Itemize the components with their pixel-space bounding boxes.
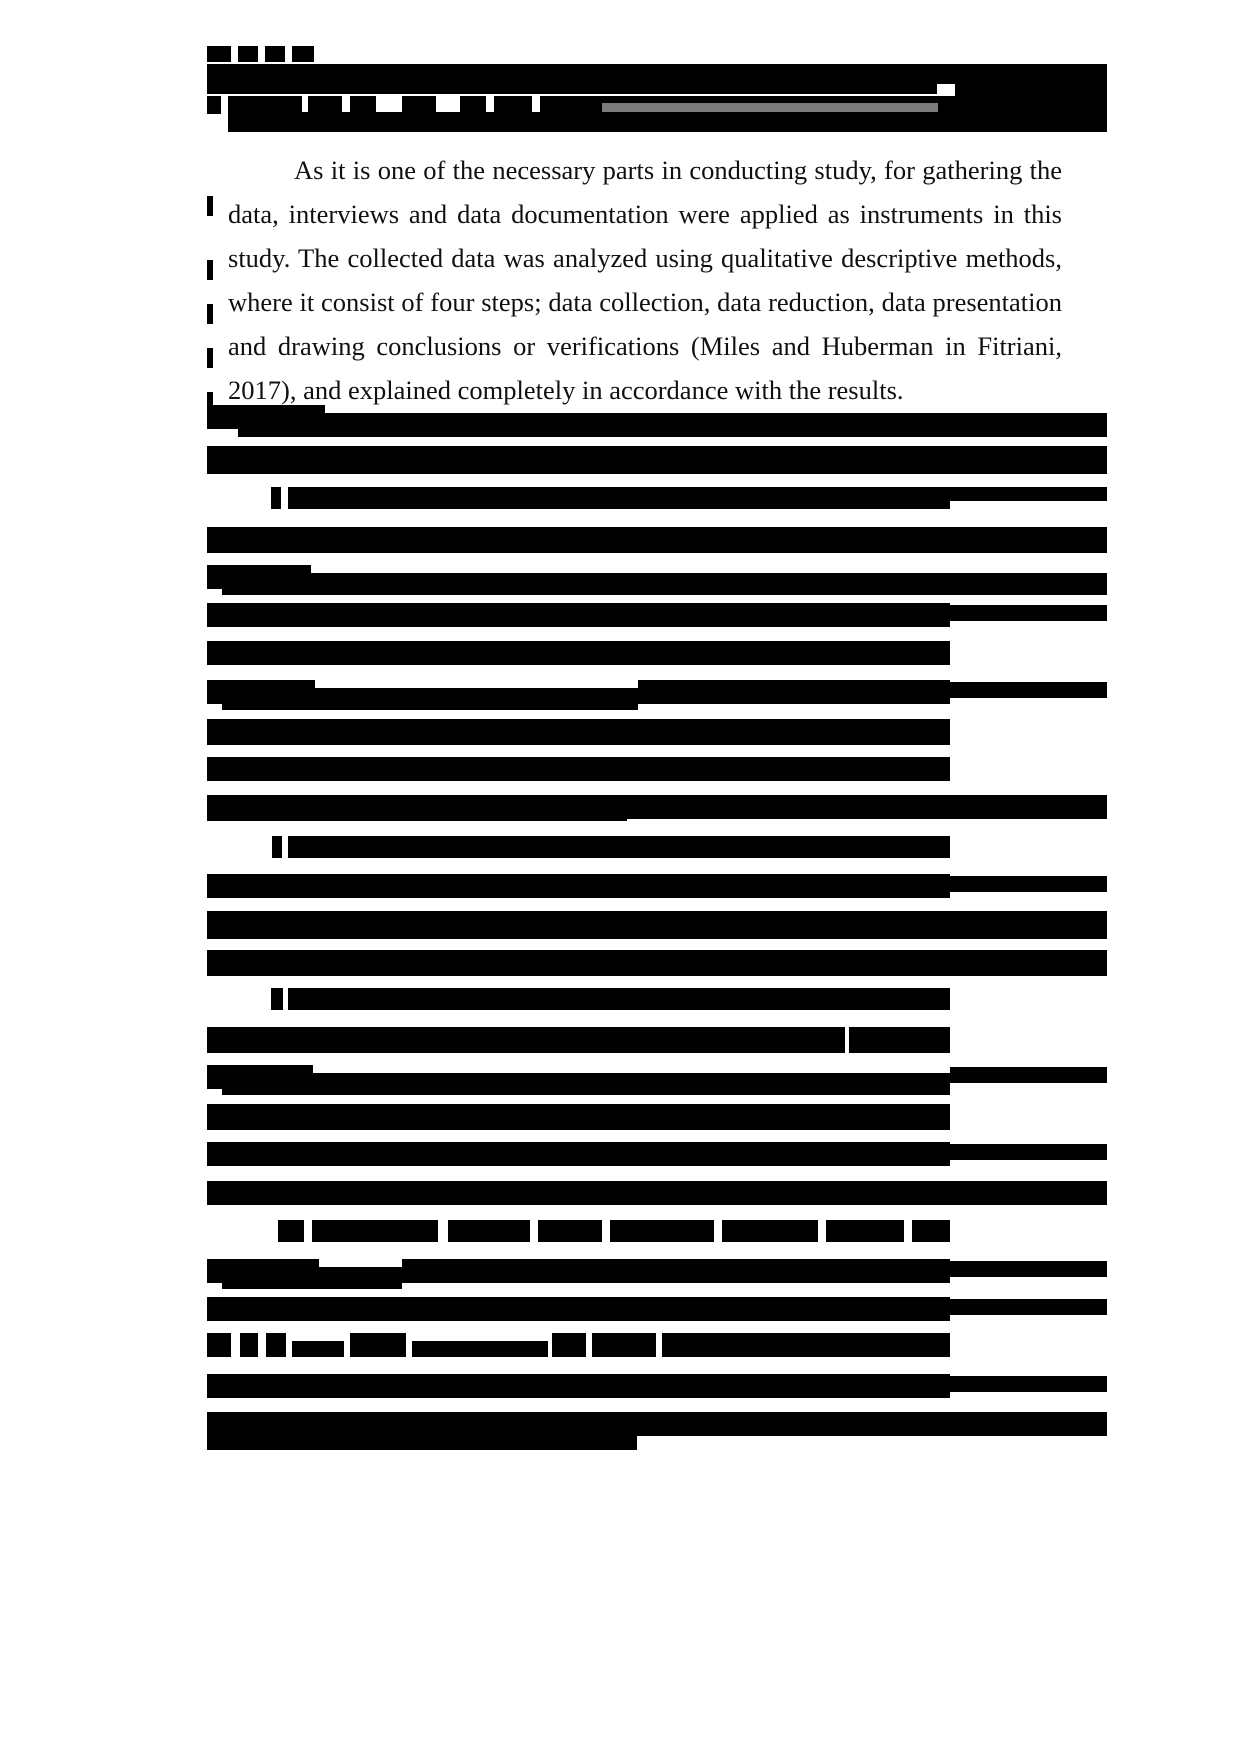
- redaction-bar: [218, 950, 1107, 976]
- redaction-bar: [278, 1220, 304, 1242]
- redaction-bar: [207, 1142, 329, 1166]
- redaction-bar: [207, 641, 950, 665]
- redaction-bar: [610, 1220, 714, 1242]
- redaction-bar: [592, 1333, 656, 1357]
- redaction-bar: [222, 1073, 950, 1095]
- redaction-bar: [207, 1027, 845, 1053]
- redaction-bar: [207, 96, 221, 114]
- redaction-bar: [288, 487, 950, 509]
- redaction-bar: [207, 795, 627, 821]
- redaction-bar: [950, 682, 1107, 698]
- redaction-bar: [271, 988, 283, 1010]
- redaction-bar: [228, 112, 1107, 132]
- redaction-bar: [218, 1104, 950, 1130]
- redaction-bar: [627, 795, 1107, 819]
- redaction-bar: [218, 603, 950, 627]
- redaction-bar: [402, 1259, 950, 1283]
- redaction-bar: [207, 1333, 231, 1357]
- redaction-bar: [955, 84, 1107, 96]
- redaction-bar: [849, 1027, 950, 1053]
- redaction-bar: [662, 1333, 950, 1357]
- redaction-bar: [950, 605, 1107, 621]
- redaction-bar: [950, 1376, 1107, 1392]
- paragraph-text: As it is one of the necessary parts in conducting study, for gathering the data, interviews and data documentation were applied as instruments in this study. The collected data was analyzed using qualitative descriptive methods, where it consist of four steps; data collection, data reduction, data presentation and drawing conclusions or verifications (Miles and Huberman in Fitriani, 2017), and explained completely in accordance with the results.: [228, 155, 1062, 405]
- redaction-bar: [826, 1220, 904, 1242]
- redaction-bar: [207, 1428, 637, 1450]
- redaction-bar: [288, 988, 950, 1010]
- redaction-bar: [238, 413, 1107, 437]
- redaction-bar: [312, 1220, 438, 1242]
- redaction-bar: [207, 446, 1107, 474]
- redaction-bar: [266, 1333, 286, 1357]
- redaction-bar: [329, 1142, 950, 1166]
- redaction-bar: [207, 719, 950, 745]
- redaction-bar: [240, 1333, 258, 1357]
- redaction-bar: [265, 46, 285, 62]
- redaction-bar: [207, 757, 297, 781]
- redaction-bar: [222, 688, 638, 710]
- redaction-bar: [222, 573, 1107, 595]
- redaction-bar: [950, 1261, 1107, 1277]
- redaction-bar: [950, 1144, 1107, 1160]
- redaction-bar: [272, 836, 282, 858]
- redaction-bar: [207, 64, 937, 94]
- redaction-bar: [222, 1267, 402, 1289]
- redaction-bar: [222, 874, 950, 898]
- redaction-bar: [448, 1220, 530, 1242]
- redaction-bar: [292, 1341, 344, 1357]
- redaction-bar: [327, 1374, 950, 1398]
- redaction-bar: [950, 487, 1107, 501]
- redaction-bar: [552, 1333, 586, 1357]
- redaction-bar: [238, 46, 258, 62]
- redaction-bar: [950, 1067, 1107, 1083]
- redaction-bar: [207, 46, 231, 62]
- redaction-bar: [207, 911, 1107, 939]
- redaction-bar: [722, 1220, 818, 1242]
- redaction-bar: [950, 1299, 1107, 1315]
- redaction-bar: [222, 1181, 1107, 1205]
- redaction-bar: [638, 680, 950, 704]
- redaction-bar: [912, 1220, 950, 1242]
- redaction-bar: [350, 1333, 406, 1357]
- redaction-bar: [292, 46, 314, 62]
- redaction-bar: [950, 876, 1107, 892]
- redaction-bar: [412, 1341, 548, 1357]
- redaction-bar: [538, 1220, 602, 1242]
- redaction-bar: [288, 757, 950, 781]
- redaction-bar: [222, 1297, 950, 1321]
- redaction-bar: [288, 836, 950, 858]
- redaction-bar: [937, 64, 1107, 84]
- redaction-bar: [207, 527, 1107, 553]
- redaction-bar: [207, 1374, 327, 1398]
- redaction-bar: [271, 487, 281, 509]
- body-paragraph: [228, 148, 1062, 412]
